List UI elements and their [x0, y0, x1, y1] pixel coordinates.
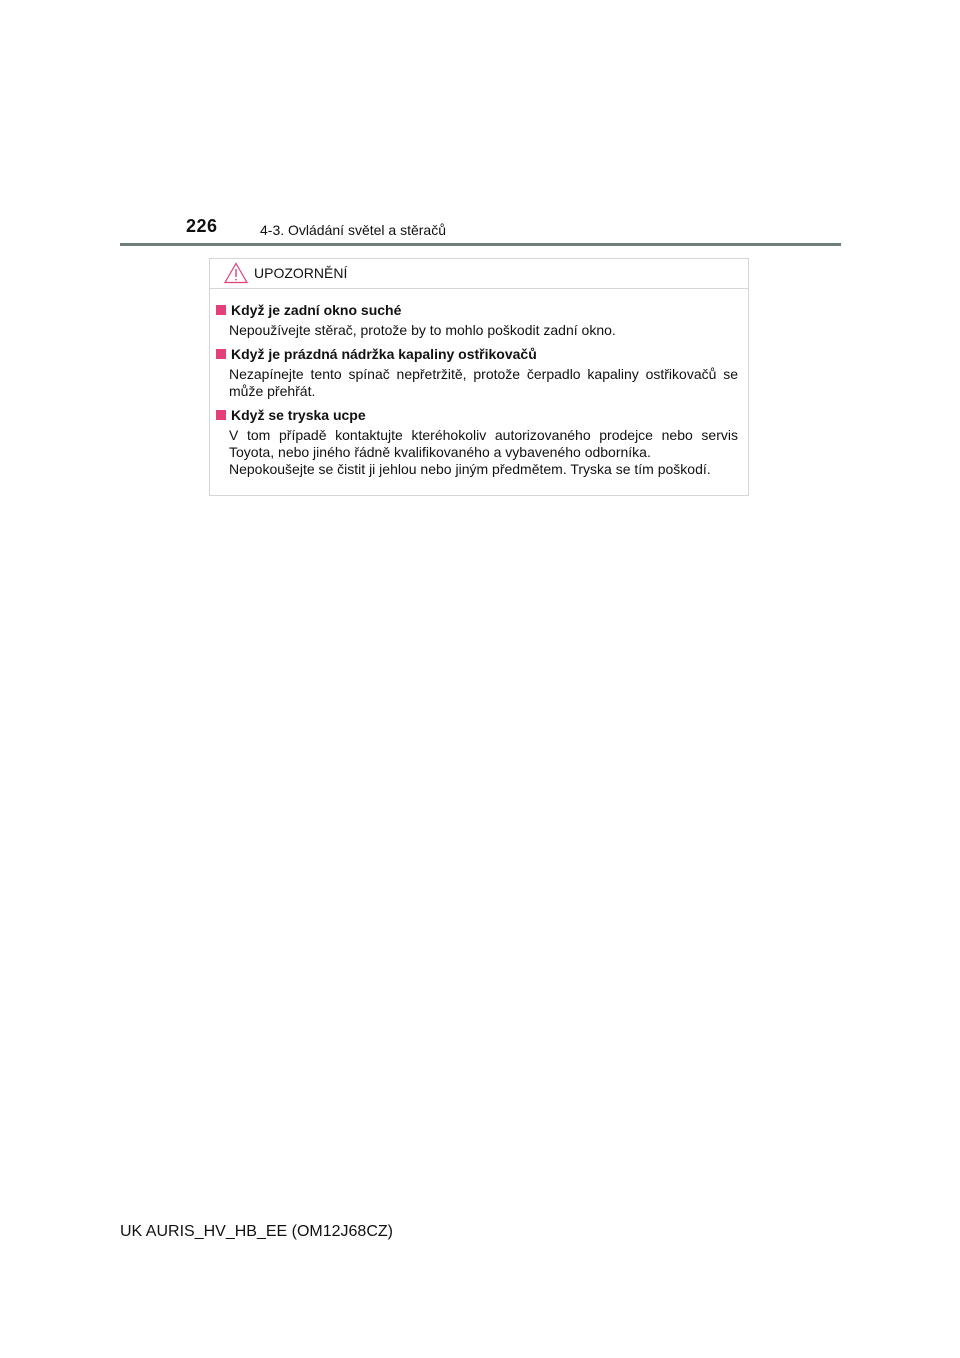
caution-item-line: Nezapínejte tento spínač nepřetržitě, protože čerpadlo kapaliny ostřikovačů se může přehřát. [229, 366, 738, 399]
caution-item-line: Nepokoušejte se čistit ji jehlou nebo jiným předmětem. Tryska se tím poškodí. [229, 461, 711, 477]
caution-item [216, 301, 738, 339]
caution-item-text [229, 424, 738, 478]
caution-item-line: Nepoužívejte stěrač, protože by to mohlo poškodit zadní okno. [229, 322, 616, 338]
section-title: 4-3. Ovládání světel a stěračů [260, 222, 446, 238]
bullet-square-icon [216, 410, 226, 420]
page-number: 226 [186, 216, 218, 236]
caution-item [216, 345, 738, 400]
header-rule [120, 243, 841, 246]
caution-header [210, 259, 748, 289]
caution-body [210, 289, 748, 478]
caution-box [209, 258, 749, 496]
caution-item-heading: Když je prázdná nádržka kapaliny ostřikovačů [231, 346, 537, 362]
footer-model-code: UK AURIS_HV_HB_EE (OM12J68CZ) [120, 1223, 393, 1240]
caution-item [216, 406, 738, 478]
bullet-square-icon [216, 349, 226, 359]
caution-item-heading-row [216, 406, 738, 424]
caution-item-heading-row [216, 301, 738, 319]
caution-item-line: V tom případě kontaktujte kteréhokoliv autorizovaného prodejce nebo servis Toyota, nebo jiného řádně kvalifikovaného a vybaveného odborníka. [229, 427, 738, 460]
caution-label: UPOZORNĚNÍ [254, 265, 348, 281]
warning-triangle-icon [224, 262, 248, 284]
caution-item-text [229, 319, 738, 339]
caution-item-heading-row [216, 345, 738, 363]
bullet-square-icon [216, 305, 226, 315]
caution-item-heading: Když se tryska ucpe [231, 407, 366, 423]
caution-item-text [229, 363, 738, 400]
caution-item-heading: Když je zadní okno suché [231, 302, 402, 318]
